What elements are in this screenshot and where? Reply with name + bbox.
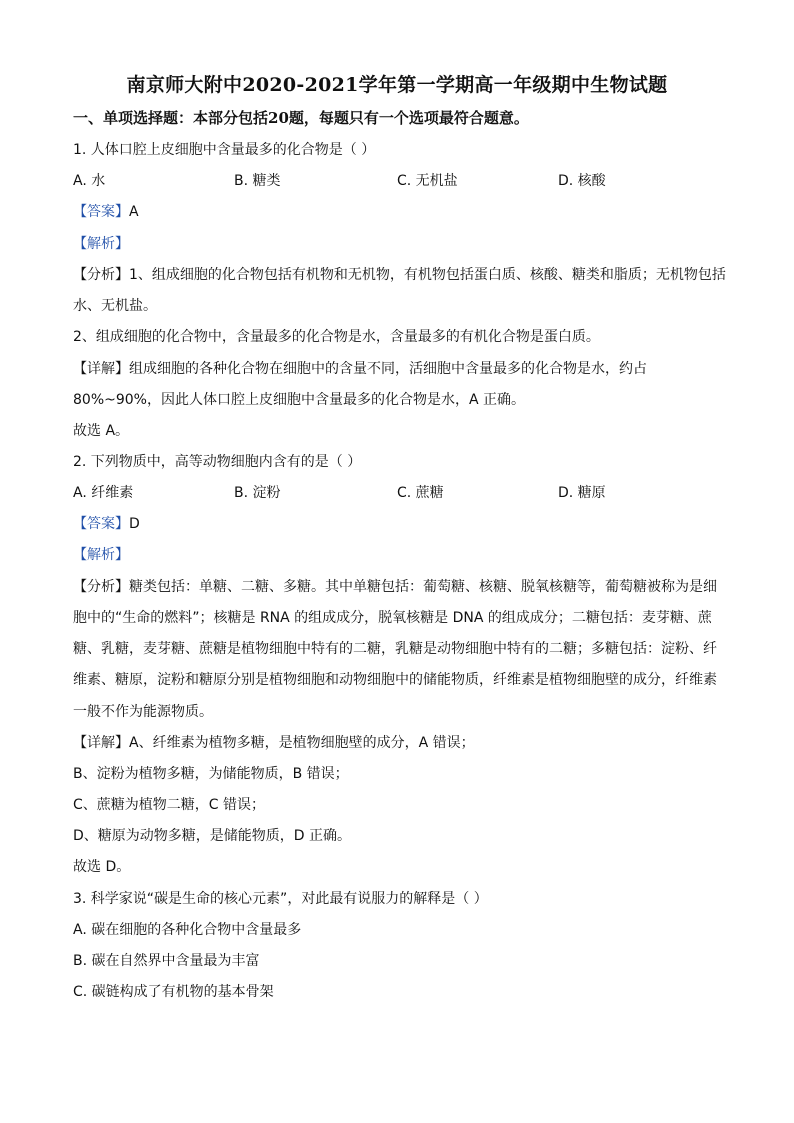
answer-label: 【答案】 xyxy=(73,516,129,532)
question-2-analysis-label: 【解析】 xyxy=(73,547,129,563)
q2-analysis-line: C、蔗糖为植物二糖，C 错误； xyxy=(73,797,266,813)
answer-value: D xyxy=(129,516,140,532)
q2-analysis-line: 胞中的“生命的燃料”；核糖是 RNA 的组成成分，脱氧核糖是 DNA 的组成成分；二糖包括：麦芽糖、蔗 xyxy=(73,610,712,626)
q1-analysis-line: 2、组成细胞的化合物中，含量最多的化合物是水，含量最多的有机化合物是蛋白质。 xyxy=(73,329,600,345)
q2-analysis-line: 糖、乳糖，麦芽糖、蔗糖是植物细胞中特有的二糖，乳糖是动物细胞中特有的二糖；多糖包括：淀粉、纤 xyxy=(73,641,717,657)
q1-analysis-line: 【详解】组成细胞的各种化合物在细胞中的含量不同，活细胞中含量最多的化合物是水，约占 xyxy=(73,361,647,377)
q1-analysis-line: 80%~90%，因此人体口腔上皮细胞中含量最多的化合物是水，A 正确。 xyxy=(73,392,525,408)
question-1-stem: 1. 人体口腔上皮细胞中含量最多的化合物是（ ） xyxy=(73,142,376,158)
question-1-answer xyxy=(73,203,139,221)
q2-analysis-line: 【详解】A、纤维素为植物多糖，是植物细胞壁的成分，A 错误； xyxy=(73,735,475,751)
question-3-option-b: B. 碳在自然界中含量最为丰富 xyxy=(73,953,260,969)
q2-analysis-line: 故选 D。 xyxy=(73,859,131,875)
answer-value: A xyxy=(129,204,139,220)
question-2-answer xyxy=(73,515,140,533)
question-2-option-c: C. 蔗糖 xyxy=(397,485,444,501)
q1-analysis-line: 故选 A。 xyxy=(73,423,130,439)
q1-analysis-line: 水、无机盐。 xyxy=(73,298,157,314)
question-1-option-d: D. 核酸 xyxy=(558,173,606,189)
question-1-analysis-label: 【解析】 xyxy=(73,236,129,252)
question-3-option-c: C. 碳链构成了有机物的基本骨架 xyxy=(73,984,274,1000)
question-2-option-a: A. 纤维素 xyxy=(73,485,134,501)
question-3-option-a: A. 碳在细胞的各种化合物中含量最多 xyxy=(73,922,302,938)
page-title: 南京师大附中2020-2021学年第一学期高一年级期中生物试题 xyxy=(126,74,668,96)
question-1-option-a: A. 水 xyxy=(73,173,106,189)
q2-analysis-line: D、糖原为动物多糖，是储能物质，D 正确。 xyxy=(73,828,352,844)
question-1-option-c: C. 无机盐 xyxy=(397,173,458,189)
section-heading: 一、单项选择题：本部分包括20题，每题只有一个选项最符合题意。 xyxy=(73,109,529,127)
question-1-option-b: B. 糖类 xyxy=(234,173,281,189)
answer-label: 【答案】 xyxy=(73,204,129,220)
q2-analysis-line: B、淀粉为植物多糖，为储能物质，B 错误； xyxy=(73,766,349,782)
question-2-option-b: B. 淀粉 xyxy=(234,485,281,501)
question-3-stem: 3. 科学家说“碳是生命的核心元素”，对此最有说服力的解释是（ ） xyxy=(73,891,488,907)
q2-analysis-line: 一般不作为能源物质。 xyxy=(73,704,213,720)
q2-analysis-line: 维素、糖原，淀粉和糖原分别是植物细胞和动物细胞中的储能物质，纤维素是植物细胞壁的成分，纤维素 xyxy=(73,672,717,688)
question-2-stem: 2. 下列物质中，高等动物细胞内含有的是（ ） xyxy=(73,454,362,470)
q1-analysis-line: 【分析】1、组成细胞的化合物包括有机物和无机物，有机物包括蛋白质、核酸、糖类和脂质；无机物包括 xyxy=(73,267,726,283)
question-2-option-d: D. 糖原 xyxy=(558,485,606,501)
q2-analysis-line: 【分析】糖类包括：单糖、二糖、多糖。其中单糖包括：葡萄糖、核糖、脱氧核糖等，葡萄糖被称为是细 xyxy=(73,579,717,595)
